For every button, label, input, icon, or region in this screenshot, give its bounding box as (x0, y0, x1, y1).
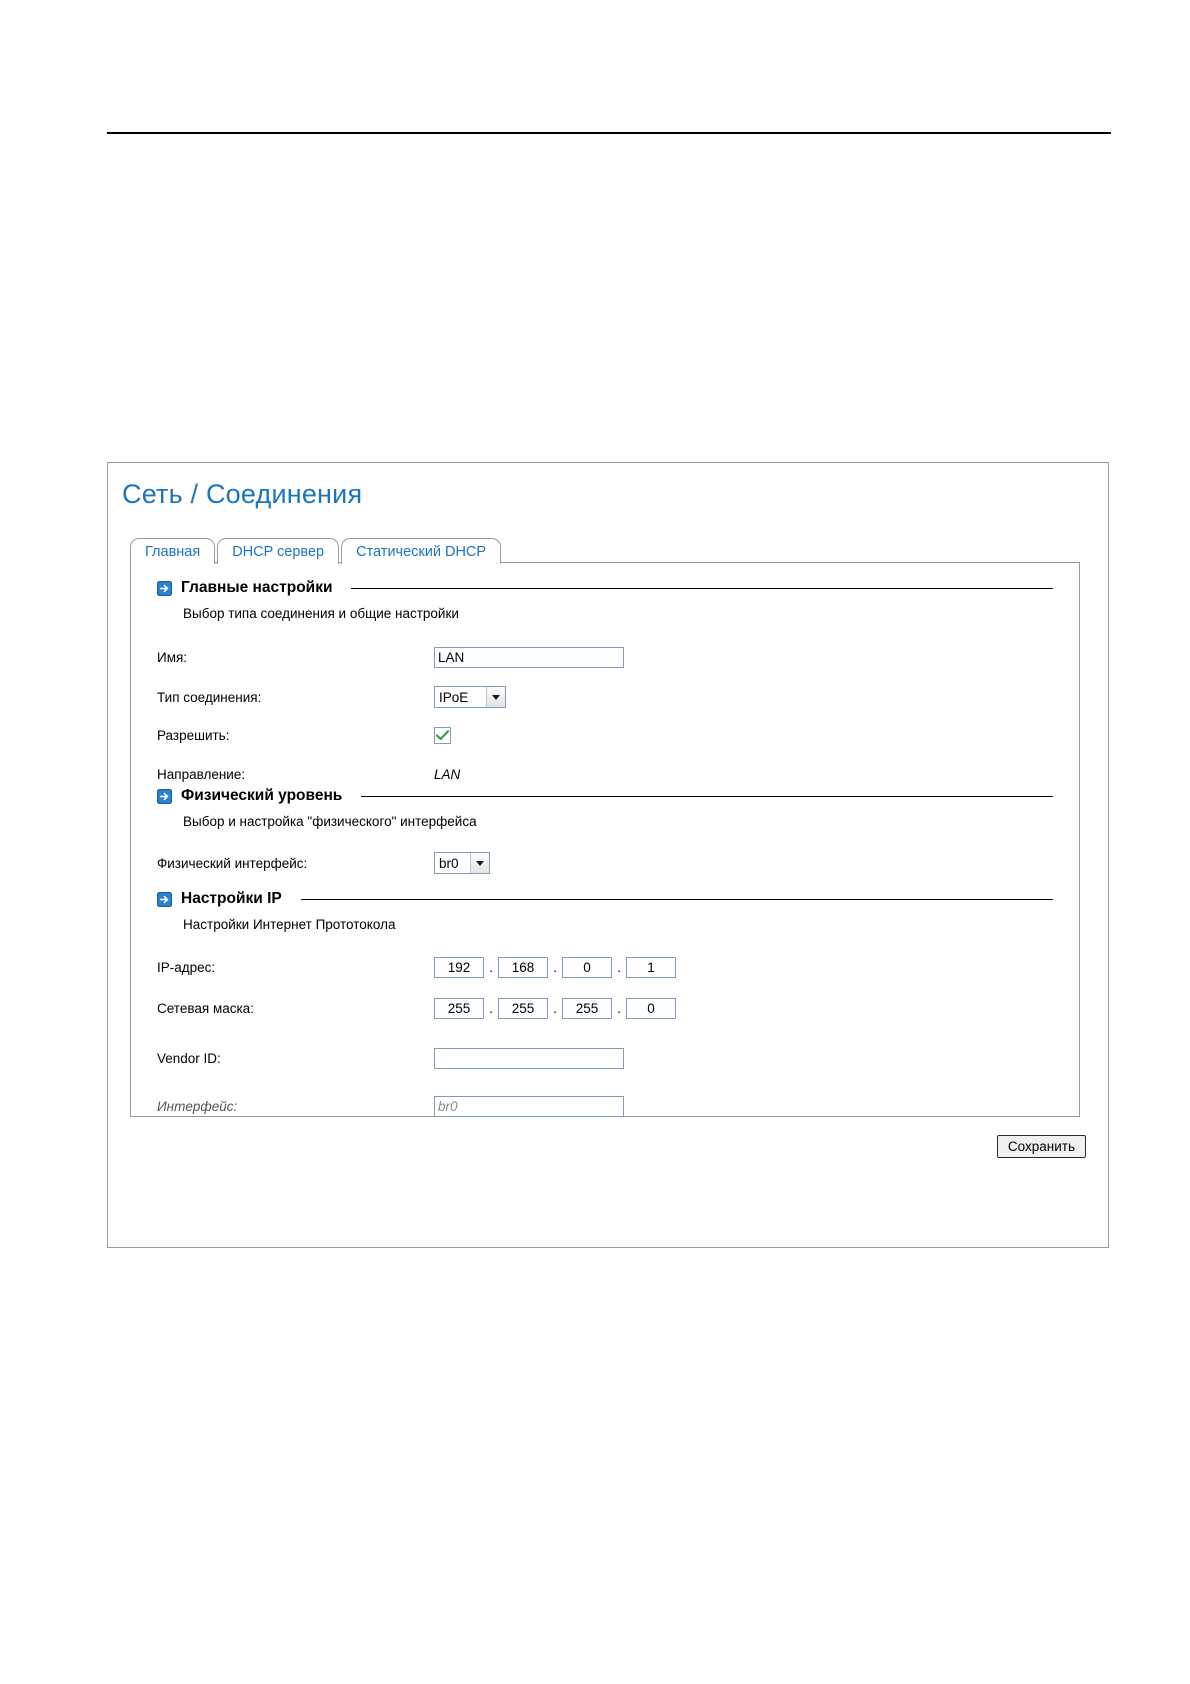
label-direction: Направление: (157, 766, 246, 782)
direction-value: LAN (434, 766, 461, 782)
label-enable: Разрешить: (157, 727, 230, 743)
tab-dhcp-server[interactable] (217, 538, 339, 564)
physical-interface-select[interactable] (434, 852, 490, 874)
section-physical-description: Выбор и настройка "физического" интерфейса (183, 814, 477, 829)
label-vendor-id: Vendor ID: (157, 1050, 221, 1066)
ip-octet-2[interactable] (498, 957, 548, 978)
row-physical-interface (157, 851, 490, 875)
row-connection-type (157, 685, 506, 709)
label-physical-interface: Физический интерфейс: (157, 855, 308, 871)
section-main-rule (351, 588, 1053, 589)
connection-type-value: IPoE (439, 689, 469, 705)
label-name: Имя: (157, 649, 188, 665)
section-main-title: Главные настройки (181, 579, 333, 596)
label-subnet-mask: Сетевая маска: (157, 1000, 254, 1016)
check-icon (436, 730, 449, 741)
row-name (157, 645, 624, 669)
mask-octet-4[interactable] (626, 998, 676, 1019)
mask-dot-2: . (553, 1000, 557, 1016)
name-input[interactable] (434, 647, 624, 668)
mask-octet-1[interactable] (434, 998, 484, 1019)
arrow-right-square-icon (157, 892, 172, 907)
section-main-description: Выбор типа соединения и общие настройки (183, 606, 459, 621)
interface-input (434, 1096, 624, 1117)
ip-octet-3[interactable] (562, 957, 612, 978)
enable-checkbox[interactable] (434, 727, 451, 744)
ip-octet-1[interactable] (434, 957, 484, 978)
page-top-rule (107, 132, 1111, 134)
row-subnet-mask (157, 996, 676, 1020)
mask-octet-3[interactable] (562, 998, 612, 1019)
page-title: Сеть / Соединения (122, 479, 363, 509)
mask-octet-2[interactable] (498, 998, 548, 1019)
ip-dot-3: . (617, 959, 621, 975)
router-admin-screenshot (107, 462, 1109, 1248)
chevron-down-icon (470, 853, 489, 873)
section-ip-header (157, 888, 1053, 910)
connection-type-select[interactable] (434, 686, 506, 708)
tab-strip (130, 536, 501, 564)
vendor-id-input[interactable] (434, 1048, 624, 1069)
section-main-header (157, 577, 1053, 599)
row-interface (157, 1094, 624, 1118)
tab-static-dhcp[interactable] (341, 538, 501, 564)
row-vendor-id (157, 1046, 624, 1070)
save-button[interactable]: Сохранить (997, 1135, 1086, 1158)
arrow-right-square-icon (157, 581, 172, 596)
section-ip-rule (301, 899, 1053, 900)
row-ip-address (157, 955, 676, 979)
mask-dot-1: . (489, 1000, 493, 1016)
ip-dot-1: . (489, 959, 493, 975)
section-physical (157, 785, 1053, 829)
label-interface: Интерфейс: (157, 1098, 238, 1114)
tab-main[interactable] (130, 538, 215, 564)
section-physical-header (157, 785, 1053, 807)
section-physical-title: Физический уровень (181, 787, 343, 804)
section-ip-description: Настройки Интернет Прототокола (183, 917, 396, 932)
chevron-down-icon (486, 687, 505, 707)
tab-static-dhcp-label: Статический DHCP (356, 544, 487, 560)
ip-dot-2: . (553, 959, 557, 975)
row-direction (157, 762, 460, 786)
arrow-right-square-icon (157, 789, 172, 804)
settings-panel (130, 562, 1080, 1117)
tab-main-label: Главная (145, 544, 201, 560)
section-ip-title: Настройки IP (181, 890, 282, 907)
row-enable (157, 723, 451, 747)
mask-dot-3: . (617, 1000, 621, 1016)
section-ip (157, 888, 1053, 932)
tab-dhcp-server-label: DHCP сервер (232, 544, 325, 560)
label-ip-address: IP-адрес: (157, 959, 216, 975)
ip-octet-4[interactable] (626, 957, 676, 978)
physical-interface-value: br0 (439, 855, 459, 871)
section-main-settings (157, 577, 1053, 621)
label-connection-type: Тип соединения: (157, 689, 262, 705)
section-physical-rule (361, 796, 1053, 797)
